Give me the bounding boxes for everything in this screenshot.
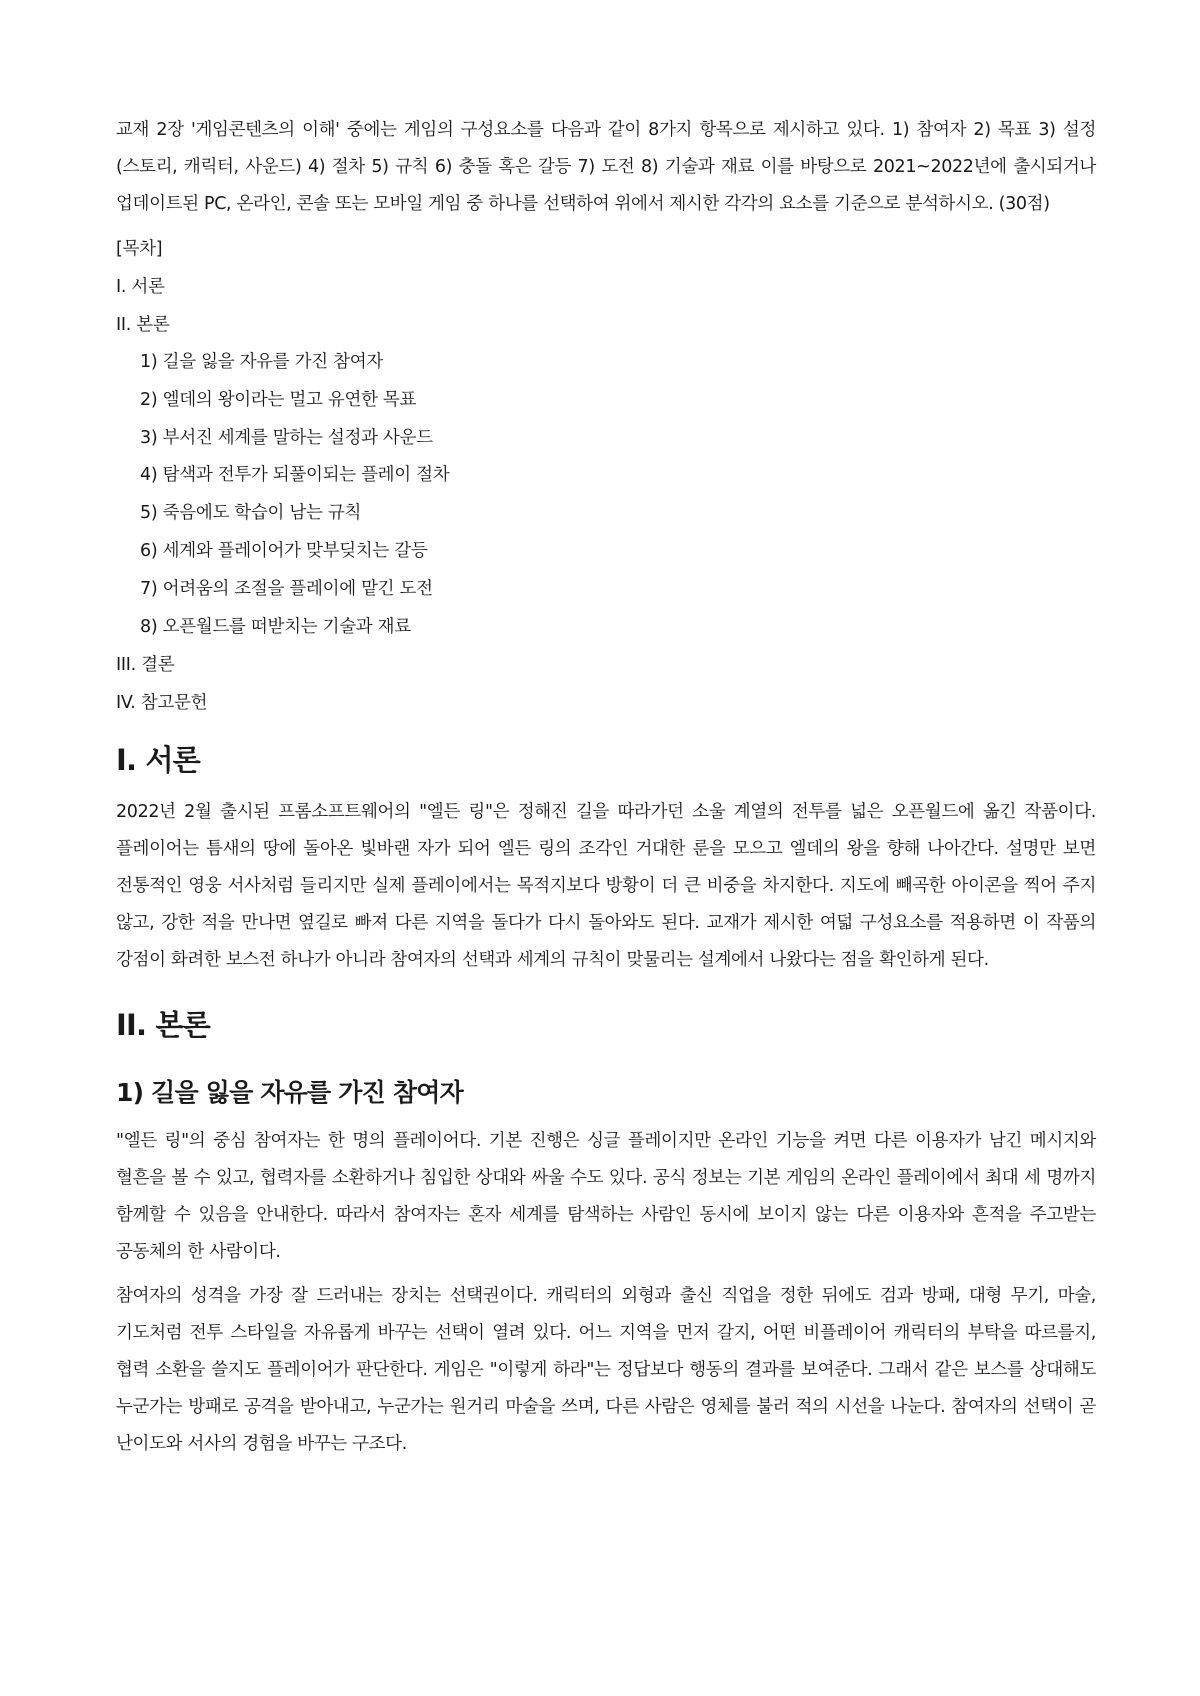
intro-paragraph: 2022년 2월 출시된 프롬소프트웨어의 "엘든 링"은 정해진 길을 따라가던 소울 계열의 전투를 넓은 오픈월드에 옮긴 작품이다. 플레이어는 틈새의 땅에 돌아온 빛바랜 자가 되어 엘든 링의 조각인 거대한 룬을 모으고 엘데의 왕을 향해 나아간다. 설명만 보면 전통적인 영웅 서사처럼 들리지만 실제 플레이에서는 목적지보다 방황이 더 큰 비중을 차지한다. 지도에 빼곡한 아이콘을 찍어 주지 않고, 강한 적을 만나면 옆길로 빠져 다른 지역을 돌다가 다시 돌아와도 된다. 교재가 제시한 여덟 구성요소를 적용하면 이 작품의 강점이 화려한 보스전 하나가 아니라 참여자의 선택과 세계의 규칙이 맞물리는 설계에서 나왔다는 점을 확인하게 된다. bbox=[116, 802, 1096, 971]
toc-body-subitems bbox=[116, 344, 1096, 646]
assignment-prompt: 교재 2장 '게임콘텐츠의 이해' 중에는 게임의 구성요소를 다음과 같이 8가지 항목으로 제시하고 있다. 1) 참여자 2) 목표 3) 설정(스토리, 캐릭터, 사운드) 4) 절차 5) 규칙 6) 충돌 혹은 갈등 7) 도전 8) 기술과 재료 이를 바탕으로 2021~2022년에 출시되거나 업데이트된 PC, 온라인, 콘솔 또는 모바일 게임 중 하나를 선택하여 위에서 제시한 각각의 요소를 기준으로 분석하시오. (30점) bbox=[116, 120, 1096, 214]
toc-title: [목차] bbox=[116, 239, 163, 259]
toc-subitem: 1) 길을 잃을 자유를 가진 참여자 bbox=[140, 352, 383, 372]
toc-item-intro: I. 서론 bbox=[116, 277, 165, 297]
toc-item-references: IV. 참고문헌 bbox=[116, 693, 208, 714]
toc-subitem: 4) 탐색과 전투가 되풀이되는 플레이 절차 bbox=[140, 465, 450, 486]
toc-subitem: 8) 오픈월드를 떠받치는 기술과 재료 bbox=[140, 616, 411, 637]
intro-heading: I. 서론 bbox=[116, 743, 200, 778]
toc-subitem: 5) 죽음에도 학습이 남는 규칙 bbox=[140, 503, 362, 524]
toc-subitem: 7) 어려움의 조절을 플레이에 맡긴 도전 bbox=[140, 578, 433, 599]
toc-item-conclusion: III. 결론 bbox=[116, 655, 175, 676]
toc-subitem: 3) 부서진 세계를 말하는 설정과 사운드 bbox=[140, 427, 433, 448]
table-of-contents bbox=[116, 230, 1096, 722]
section-1-heading: 1) 길을 잃을 자유를 가진 참여자 bbox=[116, 1078, 463, 1108]
toc-subitem: 2) 엘데의 왕이라는 멀고 유연한 목표 bbox=[140, 389, 417, 410]
section-1-paragraph: "엘든 링"의 중심 참여자는 한 명의 플레이어다. 기본 진행은 싱글 플레이지만 온라인 기능을 켜면 다른 이용자가 남긴 메시지와 혈흔을 볼 수 있고, 협력자를 소환하거나 침입한 상대와 싸울 수도 있다. 공식 정보는 기본 게임의 온라인 플레이에서 최대 세 명까지 함께할 수 있음을 안내한다. 따라서 참여자는 혼자 세계를 탐색하는 사람인 동시에 보이지 않는 다른 이용자와 흔적을 주고받는 공동체의 한 사람이다. bbox=[116, 1131, 1096, 1263]
document-page bbox=[116, 112, 1096, 1463]
toc-item-body: II. 본론 bbox=[116, 315, 170, 335]
section-1-paragraph: 참여자의 성격을 가장 잘 드러내는 장치는 선택권이다. 캐릭터의 외형과 출신 직업을 정한 뒤에도 검과 방패, 대형 무기, 마술, 기도처럼 전투 스타일을 자유롭게 바꾸는 선택이 열려 있다. 어느 지역을 먼저 갈지, 어떤 비플레이어 캐릭터의 부탁을 따르를지, 협력 소환을 쓸지도 플레이어가 판단한다. 게임은 "이렇게 하라"는 정답보다 행동의 결과를 보여준다. 그래서 같은 보스를 상대해도 누군가는 방패로 공격을 받아내고, 누군가는 원거리 마술을 쓰며, 다른 사람은 영체를 불러 적의 시선을 나눈다. 참여자의 선택이 곧 난이도와 서사의 경험을 바꾸는 구조다. bbox=[116, 1286, 1096, 1455]
toc-subitem: 6) 세계와 플레이어가 맞부딪치는 갈등 bbox=[140, 540, 428, 561]
body-heading: II. 본론 bbox=[116, 1008, 210, 1043]
